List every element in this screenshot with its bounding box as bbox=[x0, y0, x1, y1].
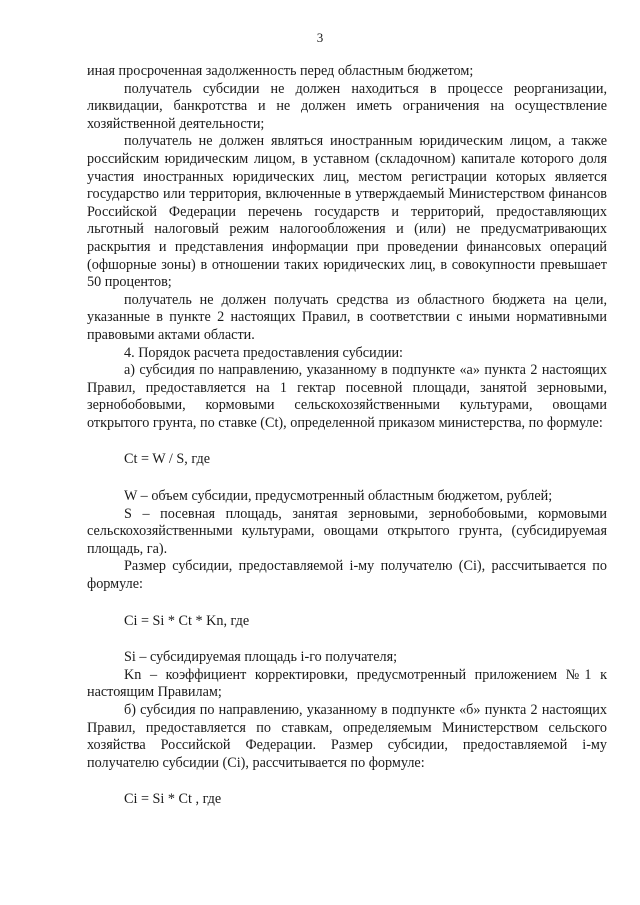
document-body bbox=[87, 63, 607, 809]
paragraph-ci-intro: Размер субсидии, предоставляемой i-му получателю (Ci), рассчитывается по формуле: bbox=[87, 558, 607, 593]
paragraph-subsidy-a: а) субсидия по направлению, указанному в подпункте «а» пункта 2 настоящих Правил, предоставляется на 1 гектар посевной площади, занятой зерновыми, зернобобовыми, кормовыми сельскохозяйственными культурами, овощами открытого грунта, по ставке (Ct), определенной приказом министерства, по формуле: bbox=[87, 362, 607, 431]
paragraph-debt: иная просроченная задолженность перед областным бюджетом; bbox=[87, 63, 474, 79]
section-heading-calculation: 4. Порядок расчета предоставления субсидии: bbox=[124, 344, 403, 361]
paragraph-w-definition: W – объем субсидии, предусмотренный областным бюджетом, рублей; bbox=[124, 488, 553, 505]
formula-ct: Ct = W / S, где bbox=[124, 451, 211, 468]
paragraph-subsidy-b: б) субсидия по направлению, указанному в подпункте «б» пункта 2 настоящих Правил, предоставляется по ставкам, определяемым Министерством сельского хозяйства Российской Федерации. Размер субсидии, предоставляемой i-му получателю субсидии (Ci), рассчитывается по формуле: bbox=[87, 702, 607, 771]
paragraph-kn-definition: Kn – коэффициент корректировки, предусмотренный приложением №1 к настоящим Правилам; bbox=[87, 666, 607, 701]
paragraph-other-funds: получатель не должен получать средства из областного бюджета на цели, указанные в пункте 2 настоящих Правил, в соответствии с иными нормативными правовыми актами области. bbox=[87, 291, 607, 343]
paragraph-s-definition: S – посевная площадь, занятая зерновыми, зернобобовыми, кормовыми сельскохозяйственными культурами, овощами открытого грунта, (субсидируемая площадь, га). bbox=[87, 505, 607, 557]
paragraph-reorganization: получатель субсидии не должен находиться в процессе реорганизации, ликвидации, банкротства и не должен иметь ограничения на осуществление хозяйственной деятельности; bbox=[87, 80, 607, 132]
formula-ci-kn: Ci = Si * Ct * Kn, где bbox=[124, 612, 250, 629]
page-number: 3 bbox=[316, 30, 324, 45]
paragraph-si-definition: Si – субсидируемая площадь i-го получателя; bbox=[124, 649, 398, 666]
formula-ci: Ci = Si * Ct , где bbox=[124, 791, 222, 808]
paragraph-foreign-entity: получатель не должен являться иностранным юридическим лицом, а также российским юридическим лицом, в уставном (складочном) капитале которого доля участия иностранных юридических лиц, местом регистрации которых является государство или территория, включенные в утверждаемый Министерством финансов Российской Федерации перечень государств и территорий, предоставляющих льготный налоговый режим налогообложения и (или) не предусматривающих раскрытия и представления информации при проведении финансовых операций (офшорные зоны) в отношении таких юридических лиц, в совокупности превышает 50 процентов; bbox=[87, 133, 607, 291]
